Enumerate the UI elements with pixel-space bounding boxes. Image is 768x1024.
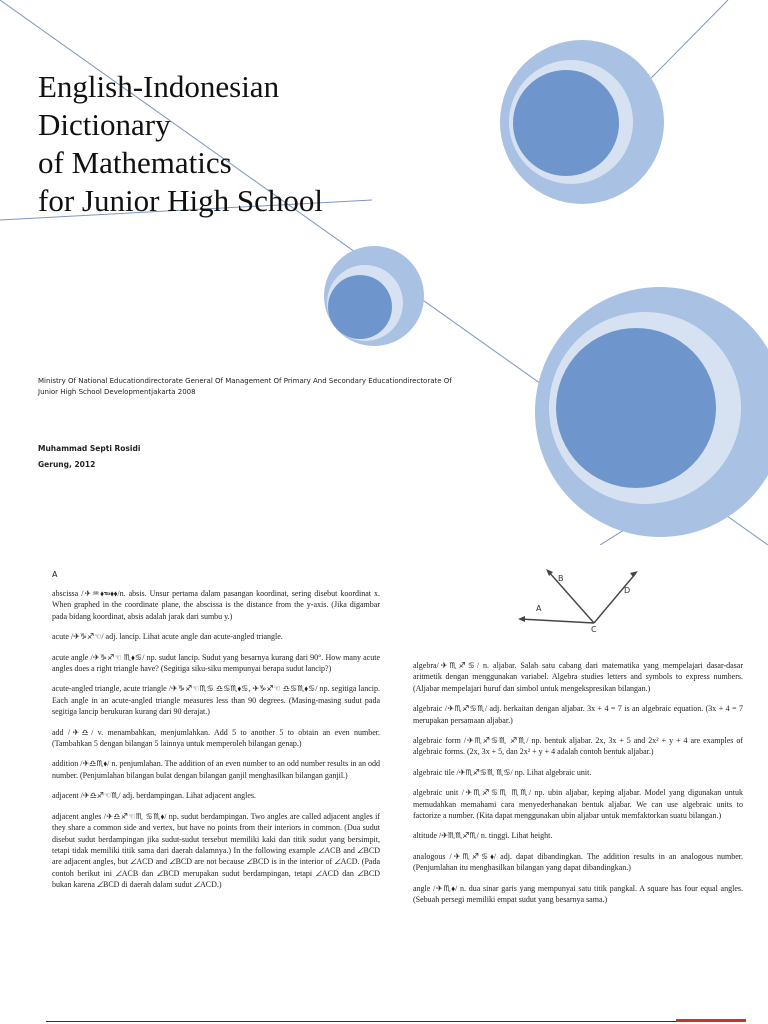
dictionary-entry: acute /✈︎♑︎♐︎☜︎/ adj. lancip. Lihat acute angle dan acute-angled triangle. [52, 632, 283, 642]
title-line: Dictionary [38, 107, 171, 142]
dictionary-entry: adjacent angles /✈︎♎︎♐︎☜︎♏︎ ♋︎♏︎⬧︎/ np. sudut berdampingan. Two angles are called adjacent angles if they share a common side and vertex, but have no points from their interiors in common. (Dua sudut disebut sudut berdampingan jika sudut-sudut tersebut memiliki kaki dan titik sudut yang bersimpit, tetapi tidak memiliki titik sama dari daerah dalamnya.) In the following example ∠ACB and ∠BCD are adjacent angles, but ∠ACD and ∠BCD are not because ∠BCD is in the interior of ∠ACD. (Pada contoh berikut ini ∠ACB dan ∠BCD merupakan sudut berdampingan, tetapi ∠ACD dan ∠BCD bukan karena ∠BCD di daerah dalam sudut ∠ACD.) [52, 811, 380, 890]
dictionary-entry: algebra/✈︎♏︎♐︎♋︎/ n. aljabar. Salah satu cabang dari matematika yang mempelajari dasar-dasar aritmetik dengan menggunakan variabel. Algebra studies letters and symbols to express numbers. (Aljabar mempelajari huruf dan simbol untuk mengekspresikan bilangan.) [413, 661, 743, 693]
dictionary-entry: algebraic unit /✈︎♏︎♐︎♋︎♏︎ ♏︎♏︎/ np. ubin aljabar, keping aljabar. Model yang digunakan untuk memudahkan memahami cara menyederhanakan bentuk aljabar. We can use algebraic units to factorize a number. (Kita dapat menggunakan ubin aljabar untuk memfaktorkan suatu bilangan.) [413, 788, 743, 821]
dictionary-entry: angle /✈︎♏︎⬧︎/ n. dua sinar garis yang mempunyai satu titik pangkal. A square has four equal angles. (Sebuah persegi memiliki empat sudut yang besarnya sama.) [413, 883, 743, 905]
place-year: Gerung, 2012 [38, 460, 96, 469]
ray-cb [548, 571, 594, 623]
dictionary-entry: algebraic /✈︎♏︎♐︎♋︎♏︎/ adj. berkaitan dengan aljabar. 3x + 4 = 7 is an algebraic equation. (3x + 4 = 7 merupakan persamaan aljabar.) [413, 704, 743, 725]
document-title [38, 68, 323, 220]
ray-ca [520, 619, 594, 623]
ray-cd [594, 573, 636, 623]
dictionary-entry: adjacent /✈︎♎︎♐︎☜︎♏︎/ adj. berdampingan. Lihat adjacent angles. [52, 791, 256, 801]
author-name: Muhammad Septi Rosidi [38, 444, 141, 453]
adjacent-angles-diagram [516, 565, 646, 635]
dictionary-entry: acute angle /✈︎♑︎♐︎☜︎ ♏︎⬧︎♋︎/ np. sudut lancip. Sudut yang besarnya kurang dari 90°. How many acute angles does a right triangle have? (Segitiga siku-siku mempunyai berapa sudut lancip?) [52, 652, 380, 674]
label-d: D [624, 586, 631, 595]
label-a: A [536, 604, 542, 613]
dictionary-entry: acute-angled triangle, acute triangle /✈︎♑︎♐︎☜︎♏︎♋︎ ♎︎♋︎♏︎⬧︎♋︎, ✈︎♑︎♐︎☜︎ ♎︎♋︎♏︎⬧︎♋︎/ np. segitiga lancip. Each angle in an acute-angled triangle measures less than 90 degrees. (Masing-masing sudut pada segitiga lancip berukuran kurang dari 90 derajat.) [52, 684, 380, 717]
dictionary-entry: altitude /✈︎♏︎♏︎♐︎♏︎/ n. tinggi. Lihat height. [413, 831, 553, 841]
label-c: C [591, 625, 597, 634]
circle-inner [328, 275, 392, 339]
title-line: for Junior High School [38, 183, 324, 218]
left-column [52, 588, 380, 900]
dictionary-entry: analogous /✈︎♏︎♐︎♋︎⬧︎/ adj. dapat dibandingkan. The addition results in an analogous number. (Penjumlahan itu menghasilkan bilangan yang dapat dibandingkan.) [413, 851, 743, 873]
decorative-circles [324, 40, 768, 537]
right-column [413, 660, 743, 915]
label-b: B [558, 574, 564, 583]
dictionary-entry: add /✈︎♎︎/ v. menambahkan, menjumlahkan. Add 5 to another 5 to obtain an even number. (Tambahkan 5 dengan bilangan 5 lainnya untuk memperoleh bilangan genap.) [52, 727, 380, 749]
publisher-text: Ministry Of National Educationdirectorate General Of Management Of Primary And Secondary Educationdirectorate Of Junior High School Developmentjakarta 2008 [38, 377, 452, 396]
circle-inner [556, 328, 716, 488]
circle-inner [513, 70, 619, 176]
title-line: of Mathematics [38, 145, 232, 180]
dictionary-entry: algebraic tile /✈︎♏︎♐︎♋︎♏︎ ♏︎♋︎/ np. Lihat algebraic unit. [413, 767, 592, 777]
bottom-rule [46, 1021, 746, 1022]
dictionary-entry: abscissa /✈︎♒︎⬧︎☜︎⬧︎⬧︎/n. absis. Unsur pertama dalam pasangan koordinat, sering disebut koordinat x. When graphed in the coordinate plane, the abscissa is the distance from the y-axis. (Jika digambar pada bidang koordinat, absis adalah jarak dari sumbu y.) [52, 589, 380, 621]
dictionary-entry: algebraic form /✈︎♏︎♐︎♋︎♏︎ ♐︎♏︎/ np. bentuk aljabar. 2x, 3x + 5 and 2x² + y + 4 are examples of algebraic forms. (2x, 3x + 5, dan 2x² + y + 4 adalah contoh bentuk aljabar.) [413, 736, 743, 757]
arrowhead-a [518, 616, 525, 622]
dictionary-entry: addition /✈︎♎︎♏︎⬧︎/ n. penjumlahan. The addition of an even number to an odd number results in an odd number. (Penjumlahan bilangan bulat dengan bilangan ganjil menghasilkan bilangan ganjil.) [52, 759, 380, 780]
bottom-accent [676, 1019, 746, 1022]
title-line: English-Indonesian [38, 69, 280, 104]
section-letter: A [52, 570, 58, 579]
